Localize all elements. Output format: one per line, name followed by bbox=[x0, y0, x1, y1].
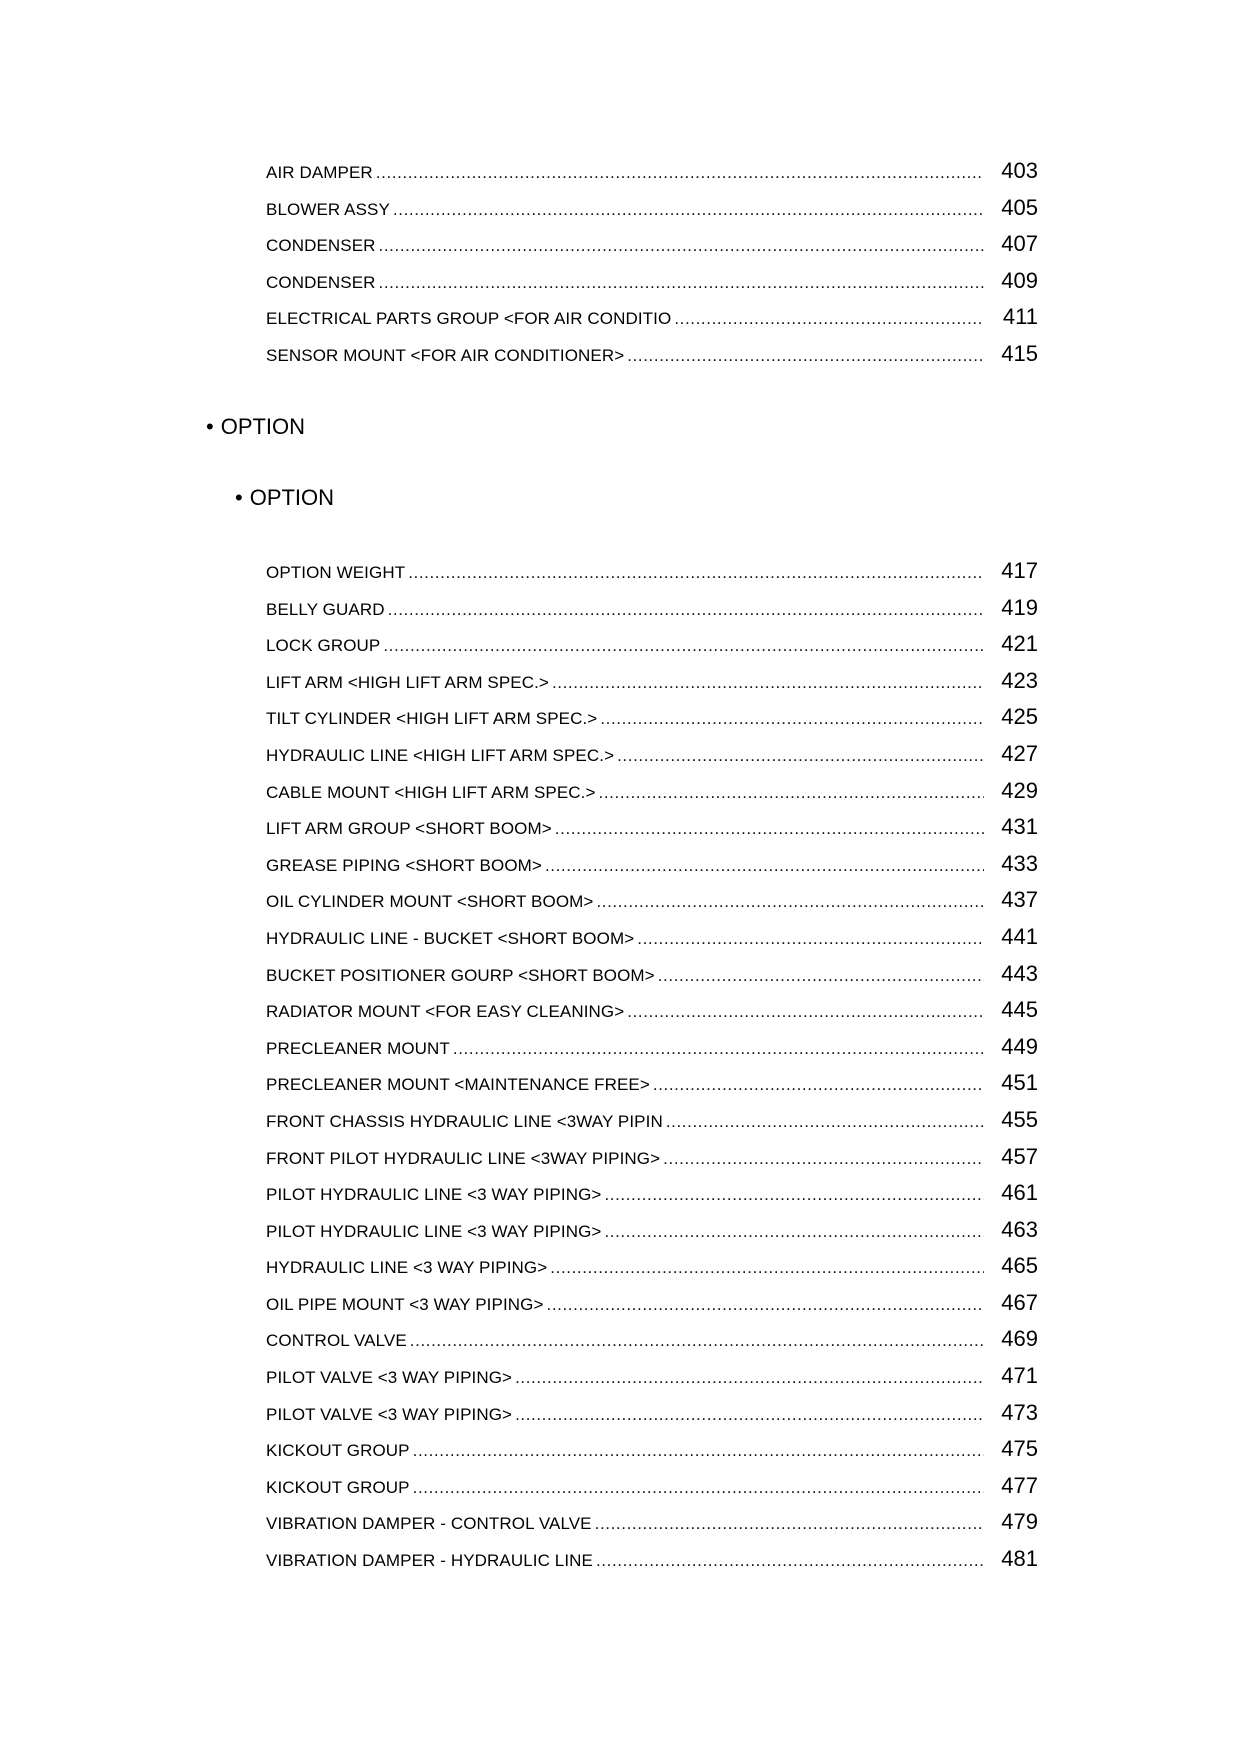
bullet-icon: • bbox=[206, 414, 214, 439]
toc-entry[interactable] bbox=[266, 1504, 1038, 1541]
toc-entry[interactable] bbox=[266, 1029, 1038, 1066]
dot-leader bbox=[666, 1104, 984, 1139]
toc-entry-title: OIL CYLINDER MOUNT <SHORT BOOM> bbox=[266, 892, 594, 912]
toc-entry-page-number: 471 bbox=[1001, 1363, 1038, 1389]
dot-leader bbox=[453, 1031, 984, 1066]
toc-entry-title: OPTION WEIGHT bbox=[266, 563, 406, 582]
toc-entry[interactable] bbox=[266, 1102, 1038, 1139]
toc-entry-page-number: 411 bbox=[1002, 304, 1038, 330]
toc-entry[interactable] bbox=[266, 1065, 1038, 1102]
dot-leader bbox=[604, 1214, 984, 1249]
section-heading-label: OPTION bbox=[220, 414, 306, 439]
toc-entry-page-number: 469 bbox=[1001, 1326, 1038, 1352]
toc-entry[interactable] bbox=[266, 153, 1038, 190]
dot-leader bbox=[410, 1323, 984, 1358]
toc-entry-title: CABLE MOUNT <HIGH LIFT ARM SPEC.> bbox=[266, 782, 596, 802]
toc-entry[interactable] bbox=[266, 553, 1038, 590]
dot-leader bbox=[413, 1470, 984, 1505]
dot-leader bbox=[383, 628, 984, 663]
toc-entry[interactable] bbox=[266, 1541, 1038, 1578]
toc-entry-title: ELECTRICAL PARTS GROUP <FOR AIR CONDITIO bbox=[266, 309, 672, 329]
toc-entry-page-number: 419 bbox=[1001, 594, 1038, 620]
dot-leader bbox=[599, 775, 984, 810]
toc-entry-page-number: 481 bbox=[1001, 1546, 1038, 1572]
toc-entry-title: OIL PIPE MOUNT <3 WAY PIPING> bbox=[266, 1294, 544, 1314]
dot-leader bbox=[627, 338, 984, 373]
toc-entry-title: GREASE PIPING <SHORT BOOM> bbox=[266, 855, 542, 875]
toc-entry-page-number: 417 bbox=[1001, 558, 1038, 583]
toc-entry[interactable] bbox=[266, 919, 1038, 956]
toc-entry-title: TILT CYLINDER <HIGH LIFT ARM SPEC.> bbox=[266, 709, 598, 729]
toc-entry[interactable] bbox=[266, 336, 1038, 373]
toc-entry[interactable] bbox=[266, 956, 1038, 993]
dot-leader bbox=[658, 958, 984, 993]
dot-leader bbox=[596, 884, 984, 919]
toc-entry[interactable] bbox=[266, 1431, 1038, 1468]
toc-entry-page-number: 421 bbox=[1001, 631, 1038, 657]
toc-entry[interactable] bbox=[266, 1468, 1038, 1505]
toc-entry-page-number: 405 bbox=[1001, 194, 1038, 220]
toc-entry[interactable] bbox=[266, 773, 1038, 810]
dot-leader bbox=[379, 265, 984, 300]
subsection-heading-label: OPTION bbox=[249, 485, 335, 510]
bullet-icon: • bbox=[235, 485, 243, 510]
dot-leader bbox=[600, 701, 984, 736]
dot-leader bbox=[552, 665, 984, 700]
toc-entry-title: KICKOUT GROUP bbox=[266, 1441, 410, 1461]
toc-entry-page-number: 441 bbox=[1001, 923, 1038, 949]
toc-entry-page-number: 461 bbox=[1001, 1180, 1038, 1206]
dot-leader bbox=[595, 1506, 984, 1541]
toc-entry[interactable] bbox=[266, 263, 1038, 300]
toc-entry-page-number: 431 bbox=[1001, 814, 1038, 840]
toc-entry-title: PILOT VALVE <3 WAY PIPING> bbox=[266, 1404, 513, 1424]
dot-leader bbox=[604, 1177, 984, 1212]
toc-entry-page-number: 457 bbox=[1001, 1143, 1038, 1169]
dot-leader bbox=[596, 1543, 984, 1578]
dot-leader bbox=[413, 1433, 984, 1468]
toc-entry[interactable] bbox=[266, 590, 1038, 627]
dot-leader bbox=[545, 848, 984, 883]
toc-entry-page-number: 475 bbox=[1001, 1436, 1038, 1462]
toc-entry[interactable] bbox=[266, 882, 1038, 919]
toc-entry-title: FRONT PILOT HYDRAULIC LINE <3WAY PIPING> bbox=[266, 1148, 661, 1168]
toc-entry[interactable] bbox=[266, 226, 1038, 263]
toc-entry-title: VIBRATION DAMPER - HYDRAULIC LINE bbox=[266, 1551, 593, 1571]
toc-entry-title: HYDRAULIC LINE <3 WAY PIPING> bbox=[266, 1258, 548, 1278]
toc-entry[interactable] bbox=[266, 1321, 1038, 1358]
toc-entry[interactable] bbox=[266, 1395, 1038, 1432]
toc-entry[interactable] bbox=[266, 1358, 1038, 1395]
toc-entry[interactable] bbox=[266, 626, 1038, 663]
air-conditioner-toc-list bbox=[266, 153, 1038, 373]
toc-entry-title: PILOT VALVE <3 WAY PIPING> bbox=[266, 1368, 513, 1388]
dot-leader bbox=[547, 1287, 985, 1322]
toc-entry-page-number: 427 bbox=[1001, 740, 1038, 766]
toc-entry-title: VIBRATION DAMPER - CONTROL VALVE bbox=[266, 1514, 592, 1534]
toc-entry-page-number: 409 bbox=[1001, 267, 1038, 293]
toc-entry-page-number: 477 bbox=[1001, 1472, 1038, 1498]
toc-entry-title: LIFT ARM <HIGH LIFT ARM SPEC.> bbox=[266, 672, 549, 692]
toc-entry-page-number: 443 bbox=[1001, 960, 1038, 986]
toc-entry[interactable] bbox=[266, 1175, 1038, 1212]
dot-leader bbox=[515, 1397, 984, 1432]
toc-entry-page-number: 465 bbox=[1001, 1253, 1038, 1279]
toc-entry-title: BELLY GUARD bbox=[266, 599, 385, 619]
dot-leader bbox=[388, 592, 984, 627]
toc-entry[interactable] bbox=[266, 1248, 1038, 1285]
dot-leader bbox=[617, 738, 984, 773]
toc-entry-title: PRECLEANER MOUNT <MAINTENANCE FREE> bbox=[266, 1075, 650, 1095]
toc-entry-page-number: 425 bbox=[1001, 704, 1038, 730]
toc-entry[interactable] bbox=[266, 846, 1038, 883]
toc-entry-title: HYDRAULIC LINE <HIGH LIFT ARM SPEC.> bbox=[266, 745, 615, 765]
toc-entry[interactable] bbox=[266, 1212, 1038, 1249]
toc-entry[interactable] bbox=[266, 1285, 1038, 1322]
dot-leader bbox=[376, 155, 984, 190]
dot-leader bbox=[555, 811, 984, 846]
toc-entry-title: BUCKET POSITIONER GOURP <SHORT BOOM> bbox=[266, 965, 655, 985]
toc-entry-page-number: 473 bbox=[1001, 1399, 1038, 1425]
toc-entry[interactable] bbox=[266, 736, 1038, 773]
dot-leader bbox=[637, 921, 984, 956]
dot-leader bbox=[408, 555, 984, 590]
subsection-heading-option[interactable] bbox=[235, 484, 334, 512]
toc-entry-title: PILOT HYDRAULIC LINE <3 WAY PIPING> bbox=[266, 1185, 602, 1205]
toc-entry-title: BLOWER ASSY bbox=[266, 199, 390, 219]
dot-leader bbox=[674, 301, 984, 336]
toc-entry-title: PRECLEANER MOUNT bbox=[266, 1038, 450, 1058]
toc-entry-page-number: 449 bbox=[1001, 1033, 1038, 1059]
toc-entry-page-number: 403 bbox=[1001, 158, 1038, 183]
toc-entry[interactable] bbox=[266, 699, 1038, 736]
toc-entry-page-number: 437 bbox=[1001, 887, 1038, 913]
toc-entry-page-number: 433 bbox=[1001, 850, 1038, 876]
dot-leader bbox=[379, 228, 984, 263]
toc-entry-title: RADIATOR MOUNT <FOR EASY CLEANING> bbox=[266, 1002, 625, 1022]
toc-entry-page-number: 451 bbox=[1001, 1070, 1038, 1096]
toc-entry[interactable] bbox=[266, 992, 1038, 1029]
toc-entry-page-number: 455 bbox=[1001, 1106, 1038, 1132]
toc-entry-page-number: 407 bbox=[1001, 231, 1038, 257]
toc-entry-page-number: 429 bbox=[1001, 777, 1038, 803]
option-toc-list bbox=[266, 553, 1038, 1578]
toc-entry[interactable] bbox=[266, 809, 1038, 846]
toc-entry-page-number: 423 bbox=[1001, 667, 1038, 693]
toc-entry-title: LIFT ARM GROUP <SHORT BOOM> bbox=[266, 819, 552, 839]
dot-leader bbox=[663, 1141, 984, 1176]
toc-entry-page-number: 467 bbox=[1001, 1289, 1038, 1315]
dot-leader bbox=[653, 1067, 984, 1102]
toc-entry-page-number: 463 bbox=[1001, 1216, 1038, 1242]
toc-entry[interactable] bbox=[266, 663, 1038, 700]
toc-entry-title: CONTROL VALVE bbox=[266, 1331, 407, 1351]
toc-entry-page-number: 479 bbox=[1001, 1509, 1038, 1535]
toc-entry-title: KICKOUT GROUP bbox=[266, 1477, 410, 1497]
toc-entry-page-number: 415 bbox=[1001, 340, 1038, 366]
toc-entry-title: SENSOR MOUNT <FOR AIR CONDITIONER> bbox=[266, 345, 625, 365]
toc-entry-title: PILOT HYDRAULIC LINE <3 WAY PIPING> bbox=[266, 1221, 602, 1241]
toc-entry-title: LOCK GROUP bbox=[266, 636, 381, 656]
dot-leader bbox=[515, 1360, 984, 1395]
toc-entry-title: FRONT CHASSIS HYDRAULIC LINE <3WAY PIPIN bbox=[266, 1111, 663, 1131]
toc-entry-title: HYDRAULIC LINE - BUCKET <SHORT BOOM> bbox=[266, 928, 635, 948]
toc-entry-title: CONDENSER bbox=[266, 272, 376, 292]
section-heading-option[interactable] bbox=[206, 413, 305, 441]
dot-leader bbox=[550, 1250, 984, 1285]
toc-entry-title: CONDENSER bbox=[266, 236, 376, 256]
dot-leader bbox=[393, 192, 984, 227]
toc-entry-title: AIR DAMPER bbox=[266, 163, 373, 182]
toc-entry[interactable] bbox=[266, 299, 1038, 336]
toc-entry-page-number: 445 bbox=[1001, 997, 1038, 1023]
toc-entry[interactable] bbox=[266, 1139, 1038, 1176]
dot-leader bbox=[627, 994, 984, 1029]
toc-entry[interactable] bbox=[266, 190, 1038, 227]
